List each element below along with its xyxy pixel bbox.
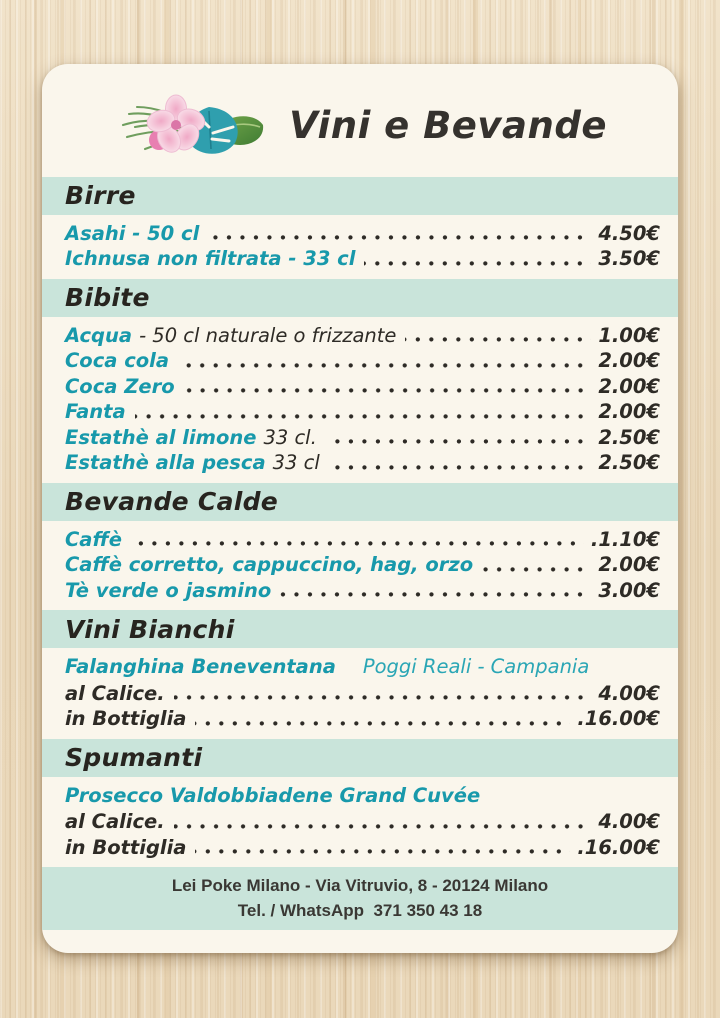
menu-item <box>65 681 660 707</box>
item-price: 4.00€ <box>598 681 660 705</box>
dot-leader <box>280 592 591 597</box>
dot-leader <box>482 567 591 572</box>
item-name: Coca Zero <box>65 374 175 398</box>
item-price: 1.00€ <box>598 323 660 347</box>
wine-name: Falanghina Beneventana <box>65 655 336 678</box>
menu-item <box>65 374 660 400</box>
dot-leader <box>131 541 584 546</box>
page-title: Vini e Bevande <box>289 103 607 147</box>
menu-item <box>65 348 660 374</box>
item-price: 2.00€ <box>598 400 660 423</box>
menu-item <box>65 527 660 553</box>
item-price: .16.00€ <box>577 835 660 859</box>
item-name: in Bottiglia <box>65 707 187 730</box>
item-name: Tè verde o jasmino <box>65 578 272 602</box>
section-header-birre: Birre <box>42 177 678 215</box>
item-price: 2.00€ <box>598 374 660 398</box>
section-header-spumanti: Spumanti <box>42 739 678 777</box>
section-items-spumanti <box>42 777 678 868</box>
section-items-bibite <box>42 317 678 483</box>
dot-leader <box>174 824 592 829</box>
section-items-bevande-calde <box>42 521 678 611</box>
item-name: Ichnusa non filtrata - 33 cl <box>65 247 356 270</box>
menu-item <box>65 578 660 604</box>
menu-item <box>65 221 660 247</box>
menu-item <box>65 809 660 835</box>
wine-producer: Poggi Reali - Campania <box>362 655 590 678</box>
section-header-bibite: Bibite <box>42 279 678 317</box>
item-name: Asahi - 50 cl <box>65 221 200 245</box>
item-suffix: 33 cl <box>272 451 320 474</box>
menu-item <box>65 246 660 272</box>
footer-band <box>42 867 678 930</box>
wine-label <box>65 783 660 809</box>
section-items-vini-bianchi <box>42 648 678 739</box>
dot-leader <box>195 721 570 726</box>
wine-name: Prosecco Valdobbiadene Grand Cuvée <box>65 783 481 807</box>
footer-address: Lei Poke Milano - Via Vitruvio, 8 - 20124 Milano <box>171 875 549 895</box>
section-header-vini-bianchi: Vini Bianchi <box>42 610 678 648</box>
item-name: Fanta <box>65 400 126 423</box>
item-price: 2.00€ <box>598 349 660 372</box>
section-header-bevande-calde: Bevande Calde <box>42 483 678 521</box>
tropical-flowers-logo-icon <box>113 87 269 163</box>
dot-leader <box>364 261 591 266</box>
item-price: .16.00€ <box>577 707 660 730</box>
item-price: 2.00€ <box>598 553 660 576</box>
item-price: .1.10€ <box>590 527 660 551</box>
item-name: Caffè corretto, cappuccino, hag, orzo <box>65 553 474 576</box>
dot-leader <box>208 235 591 240</box>
menu-card <box>42 64 678 953</box>
dot-leader <box>135 414 592 419</box>
dot-leader <box>329 465 592 470</box>
item-name: Estathè alla pesca <box>65 451 266 474</box>
section-items-birre <box>42 215 678 279</box>
item-suffix: - 50 cl naturale o frizzante <box>139 323 397 347</box>
dot-leader <box>195 849 570 854</box>
item-name: Coca cola <box>65 349 170 372</box>
item-suffix: 33 cl. <box>263 425 317 449</box>
item-name: al Calice. <box>65 810 165 833</box>
dot-leader <box>174 695 592 700</box>
item-name: al Calice. <box>65 681 165 705</box>
menu-item <box>65 450 660 476</box>
footer-phone: Tel. / WhatsApp 371 350 43 18 <box>237 900 483 920</box>
menu-item <box>65 552 660 578</box>
item-price: 3.50€ <box>598 247 660 270</box>
dot-leader <box>184 388 592 393</box>
menu-item <box>65 323 660 349</box>
dot-leader <box>326 439 592 444</box>
item-name: Estathè al limone <box>65 425 257 449</box>
item-name: in Bottiglia <box>65 835 187 859</box>
menu-item <box>65 706 660 732</box>
menu-item <box>65 835 660 861</box>
item-price: 2.50€ <box>598 425 660 449</box>
menu-item <box>65 425 660 451</box>
item-price: 2.50€ <box>598 451 660 474</box>
dot-leader <box>405 337 591 342</box>
item-price: 3.00€ <box>598 578 660 602</box>
item-name: Caffè <box>65 527 122 551</box>
item-price: 4.00€ <box>598 810 660 833</box>
wine-label <box>65 654 660 680</box>
item-name: Acqua <box>65 323 133 347</box>
menu-header <box>42 64 678 177</box>
card-bottom-margin <box>42 930 678 953</box>
menu-item <box>65 399 660 425</box>
dot-leader <box>178 363 591 368</box>
item-price: 4.50€ <box>598 221 660 245</box>
